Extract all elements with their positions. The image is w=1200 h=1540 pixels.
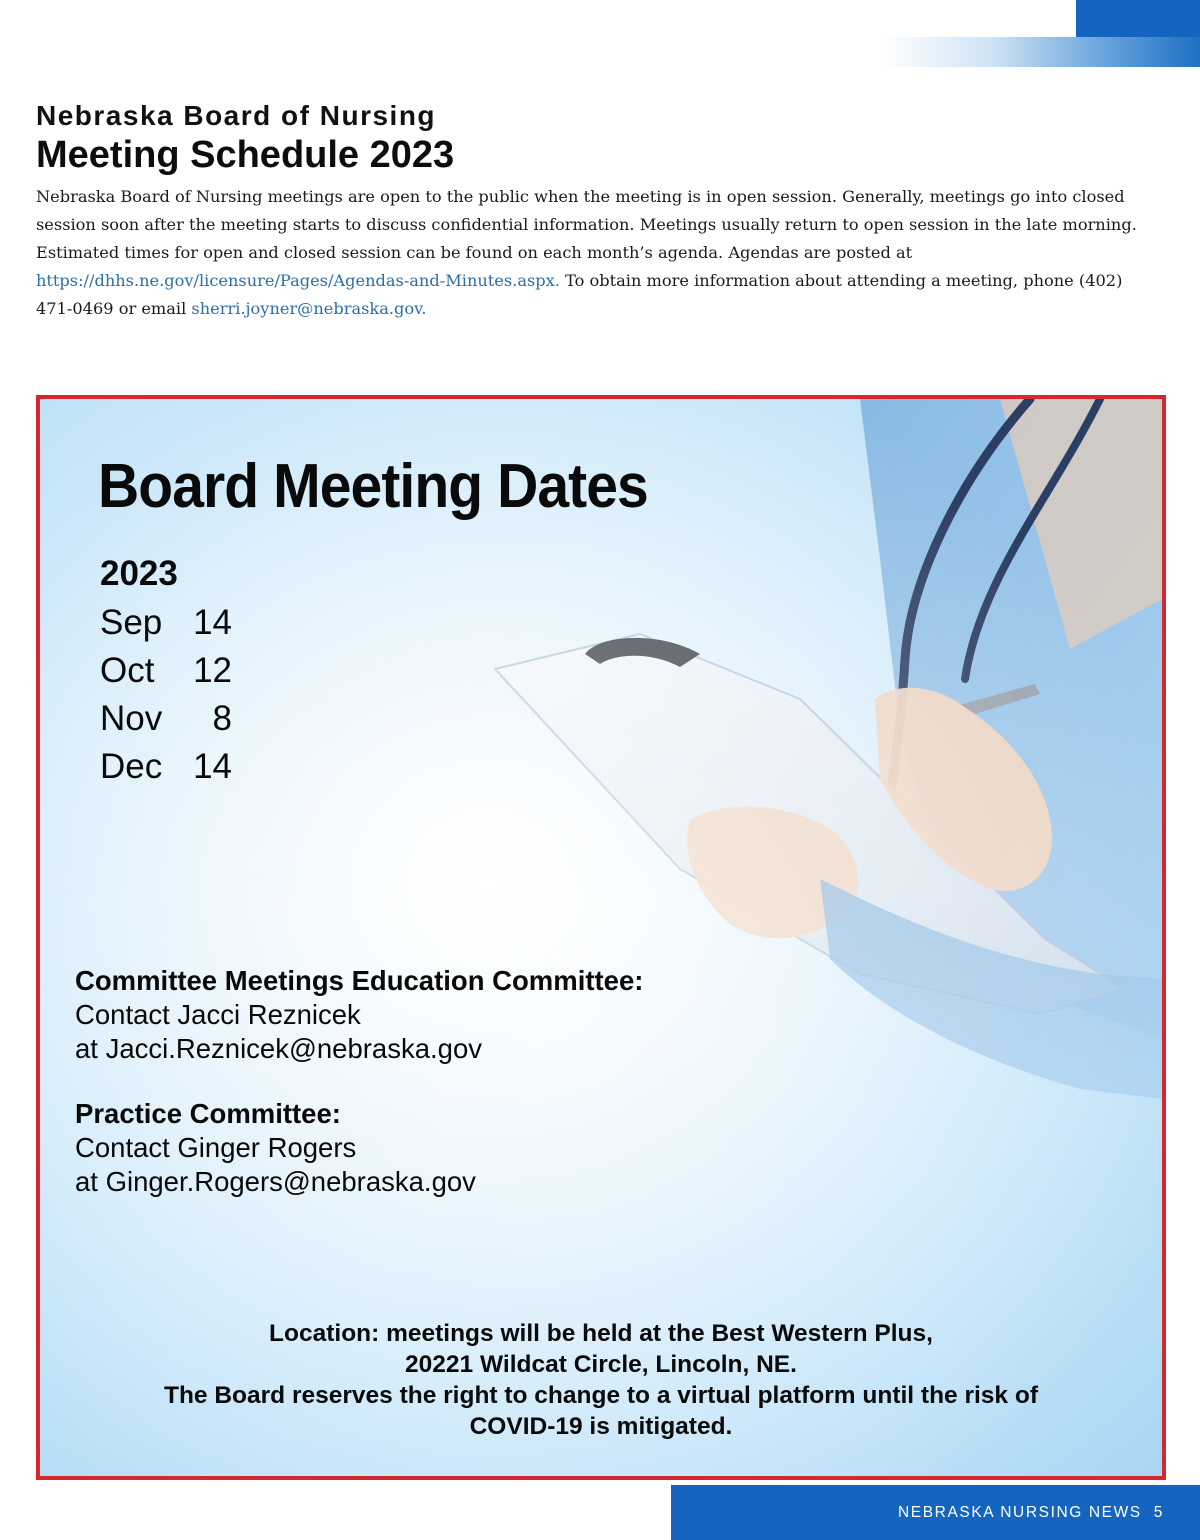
virtual-notice-line: The Board reserves the right to change to a virtual platform until the risk of: [164, 1382, 1038, 1409]
meeting-month: Dec: [100, 747, 163, 786]
meeting-date-list: [100, 599, 232, 791]
contact-text: To obtain more information about attending a meeting, phone (402) 471-0469 or email: [36, 271, 1123, 318]
education-committee-block: [75, 964, 643, 1066]
meeting-date-row: [100, 647, 232, 695]
board-dates-title: Board Meeting Dates: [98, 452, 648, 521]
meeting-date-row: [100, 743, 232, 791]
meeting-year: 2023: [100, 554, 178, 593]
location-address: 20221 Wildcat Circle, Lincoln, NE.: [405, 1351, 797, 1378]
intro-text: Nebraska Board of Nursing meetings are open to the public when the meeting is in open session. Generally, meetings go into closed session soon after the meeting starts to discuss confidential information. Meetings usually return to open session in the late morning. Estimated times for open and closed session can be found on each month’s agenda. Agendas are posted at: [36, 187, 1137, 262]
meeting-day: 12: [193, 651, 232, 690]
top-gradient-stripe: [880, 37, 1200, 67]
publication-name: NEBRASKA NURSING NEWS: [898, 1503, 1142, 1521]
meeting-day: 14: [193, 603, 232, 642]
page-title: Meeting Schedule 2023: [36, 134, 455, 176]
location-notice: [40, 1318, 1162, 1442]
page-number: 5: [1153, 1503, 1164, 1521]
practice-committee-email[interactable]: at Ginger.Rogers@nebraska.gov: [75, 1166, 476, 1197]
org-name: Nebraska Board of Nursing: [36, 100, 437, 131]
education-committee-heading: Committee Meetings Education Committee:: [75, 965, 644, 996]
nurse-clipboard-illustration: [40, 399, 1162, 1476]
practice-committee-heading: Practice Committee:: [75, 1098, 341, 1129]
meeting-date-row: [100, 599, 232, 647]
meeting-dates-panel: [36, 395, 1166, 1480]
contact-email-link[interactable]: sherri.joyner@nebraska.gov.: [191, 299, 427, 318]
meeting-day: 14: [193, 747, 232, 786]
top-accent-bar: [1076, 0, 1200, 37]
meeting-day: 8: [212, 699, 232, 738]
agenda-link[interactable]: https://dhhs.ne.gov/licensure/Pages/Agendas-and-Minutes.aspx.: [36, 271, 560, 290]
meeting-month: Nov: [100, 699, 163, 738]
location-line: Location: meetings will be held at the Best Western Plus,: [269, 1320, 933, 1347]
practice-committee-block: [75, 1097, 476, 1199]
meeting-month: Oct: [100, 651, 155, 690]
meeting-month: Sep: [100, 603, 163, 642]
practice-committee-contact: Contact Ginger Rogers: [75, 1132, 357, 1163]
footer-bar: [671, 1485, 1200, 1540]
virtual-notice-line: COVID-19 is mitigated.: [469, 1413, 733, 1440]
education-committee-email[interactable]: at Jacci.Reznicek@nebraska.gov: [75, 1033, 482, 1064]
intro-paragraph: [36, 183, 1161, 323]
meeting-date-row: [100, 695, 232, 743]
education-committee-contact: Contact Jacci Reznicek: [75, 999, 361, 1030]
